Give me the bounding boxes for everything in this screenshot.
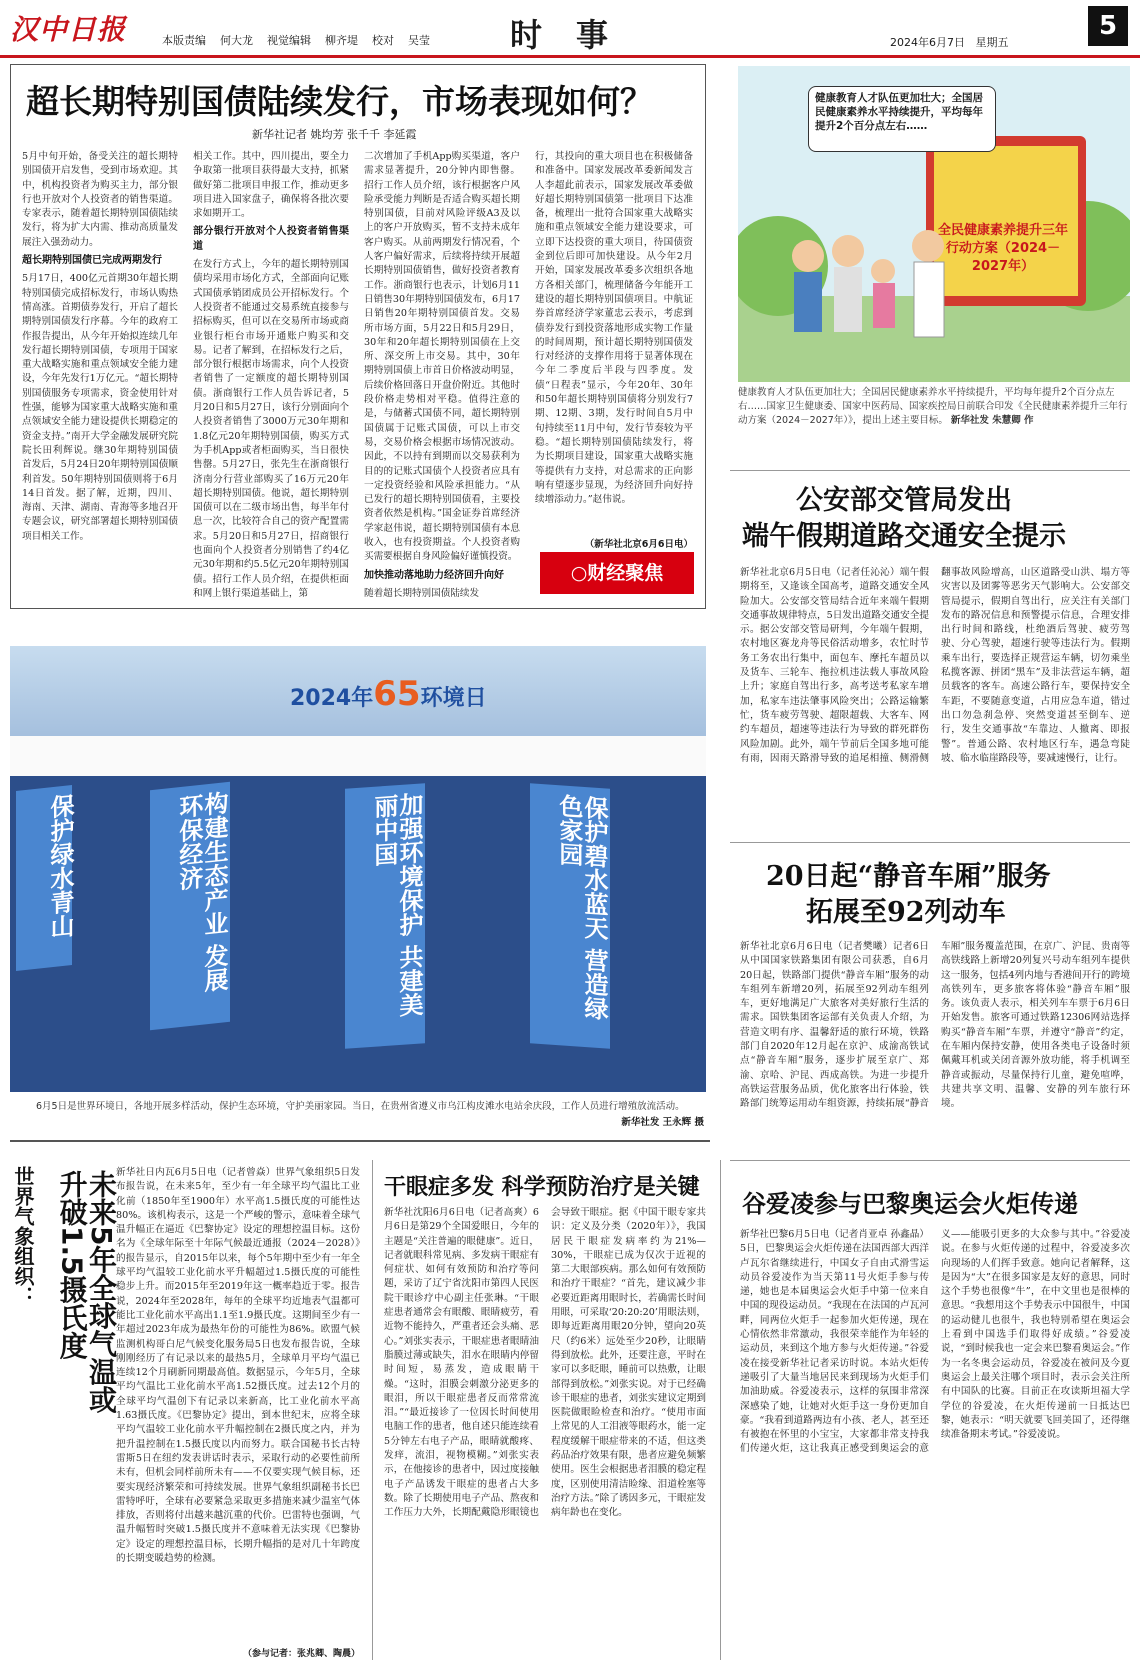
article-bonds-col3 (364, 150, 520, 598)
staff-name-proof: 吴莹 (408, 34, 430, 47)
banner-number: 65 (373, 674, 421, 714)
column-tag (540, 552, 694, 594)
paragraph: 5月17日，400亿元首期30年超长期特别国债完成招标发行，市场认购热情高涨。首期债券发行，开启了超长期特别国债发行序幕。今年的政府工作报告提出，从今年开始拟连续几年发行超长期特别国债，专项用于国家重大战略实施和重点领域安全能力建设，今年先发行1万亿元。“超长期特别国债服务专项需求，资金使用针对性强，能够为国家重大战略实施和重点领域安全能力建设提供长期稳定的资金支持。”南开大学金融发展研究院院长田利辉说。继30年期特别国债首发后，5月24日20年期特别国债顺利首发。50年期特别国债则将于6月14日首发。据了解，近期，四川、海南、天津、湖南、青海等多地召开专题会议，研究部署超长期特别国债项目相关工作。 (22, 273, 178, 542)
subheading: 部分银行开放对个人投资者销售渠道 (193, 226, 349, 252)
article-bonds-title: 超长期特别国债陆续发行，市场表现如何？ (26, 82, 653, 121)
article-bonds-source: （新华社北京6月6日电） (584, 539, 693, 550)
column-tag-label: 财经聚焦 (587, 562, 664, 584)
environment-day-photo (10, 646, 706, 1092)
slogan-banner-1: 保护绿水青山 (16, 785, 72, 971)
paragraph: 在发行方式上，今年的超长期特别国债均采用市场化方式，全部面向记账式国债承销团成员公开招标发行。个人投资者不能通过交易系统直接参与招标购买，但可以在交易所市场或商业银行柜台市场开通账户购买和交易。记者了解到，在招标发行之后，部分银行根据市场需求，向个人投资者销售了一定额度的超长期特别国债。浙商银行工作人员告诉记者，5月20日和5月27日，该行分别面向个人投资者销售了3000万元30年期和1.8亿元20年期特别国债，购买方式为手机App或者柜面购买，当日很快售罄。5月27日，张先生在浙商银行济南分行营业部购买了16万元20年超长期特别国债。他说，超长期特别国债可以在二级市场出售，每半年付息一次，比较符合自己的资产配置需求。5月20日和5月27日，招商银行也面向个人投资者分别销售了约4亿元30年期和约5.5亿元20年期特别国债。招行工作人员介绍，在提供柜面和网上银行渠道基础上，第 (193, 259, 349, 598)
weekday-text: 星期五 (975, 36, 1009, 49)
divider (720, 1160, 721, 1660)
caption-text: 健康教育人才队伍更加壮大；全国居民健康素养水平持续提升，平均每年提升2个百分点左右……国家卫生健康委、国家中医药局、国家疾控局日前联合印发《全民健康素养提升三年行动方案（2024－2027年）》，提出上述主要目标。 (738, 387, 1128, 426)
article-quiet-car-title-line1: 20日起“静音车厢”服务 (766, 861, 1051, 892)
plan-board: 全民健康素养提升三年行动方案（2024－2027年） (938, 223, 1069, 274)
article-climate-title: 未来5年全球气温或升破1.5摄氏度 (55, 1170, 118, 1414)
article-torch-title: 谷爱凌参与巴黎奥运会火炬传递 (742, 1189, 1078, 1218)
paragraph: 新华社日内瓦6月5日电（记者曾焱）世界气象组织5日发布报告说，在未来5年，至少有一年全球平均气温比工业化前（1850年至1900年）水平高1.5摄氏度的可能性达80%。该机构表示，这是一个严峻的警示，意味着全球气温升幅正在逼近《巴黎协定》设定的理想控温目标。这份名为《全球年际至十年际气候最近通报（2024－2028）》的报告显示，自2015年以来，每个5年期中至少有一年全球平均气温较工业化前水平升幅超过1.5摄氏度的可能性稳步上升。而2015年至2019年这一概率趋近于零。报告说，2024年至2028年，每年的全球平均近地表气温都可能比工业化前水平高出1.1至1.9摄氏度。这期间至少有一年超过2023年成为最热年份的可能性为86%。欧盟气候监测机构哥白尼气候变化服务局5日也发布报告说，全球刚刚经历了有记录以来的最热5月，全球单月平均气温已连续12个月刷新同期最高值。数据显示，今年5月，全球平均气温比工业化前水平高1.52摄氏度。过去12个月的全球平均气温创下有记录以来新高，比工业化前水平高1.63摄氏度。《巴黎协定》提出，到本世纪末，应将全球平均气温较工业化前水平升幅控制在2摄氏度之内，并为把升温控制在1.5摄氏度以内而努力。联合国秘书长古特雷斯5日在纽约发表讲话时表示，采取行动的必要性前所未有，但机会同样前所未有——不仅要实现气候目标，还要实现经济繁荣和可持续发展。世界气象组织副秘书长巴雷特呼吁，全球有必要紧急采取更多措施来减少温室气体排放，否则将付出越来越沉重的代价。巴雷特也强调，气温升幅暂时突破1.5摄氏度并不意味着无法实现《巴黎协定》设定的理想控温目标，长期升幅指的是对几十年跨度的长期变暖趋势的检测。 (116, 1167, 360, 1565)
credit-text: 新华社发 朱慧卿 作 (950, 415, 1034, 426)
article-quiet-car-title-line2: 拓展至92列动车 (806, 897, 1006, 928)
paragraph: 二次增加了手机App购买渠道，客户需求显著提升，20分钟内即售罄。招行工作人员介绍，该行根据客户风险承受能力判断是否适合购买超长期特别国债，目前对风险评级A3及以上的客户开放购买，暂不支持未成年客户购买。从前两期发行情况看，个人客户偏好需求，后续将持续开展超长期特别国债销售，做好投资者教育工作。浙商银行也表示，计划6月11日销售30年期特别国债发布，6月17日销售20年期特别国债首发。交易所市场方面，5月22日和5月29日，30年和20年超长期特别国债在上交所、深交所上市交易。其中，30年期特别国债上市首日价格波动明显，后续价格回落日开盘价附近。其他时段价格走势相对平稳。值得注意的是，与储蓄式国债不同，超长期特别国债属于记账式国债，可以上市交易，交易价格会根据市场情况波动。因此，不以持有到期而以交易获利为目的的记账式国债个人投资者应具有一定投资经验和风险承担能力。“从已发行的超长期特别国债看，主要投资者依然是机构。”国金证券首席经济学家赵伟说，超长期特别国债有本息收入，也有投资期益。个人投资者购买需要根据自身风险偏好谨慎投资。 (364, 151, 520, 563)
article-traffic-title-line2: 端午假期道路交通安全提示 (742, 521, 1066, 552)
newspaper-logo: 汉中日报 (10, 13, 127, 46)
paragraph: 随着超长期特别国债陆续发 (364, 587, 480, 598)
article-bonds-col4 (535, 150, 693, 532)
subheading: 超长期特别国债已完成两期发行 (22, 255, 162, 267)
date-text: 2024年6月7日 (890, 36, 965, 49)
staff-label-visual: 视觉编辑 (267, 34, 311, 47)
slogan-banner-4: 保护碧水蓝天 营造绿色家园 (530, 783, 610, 1049)
paragraph: 5月中旬开始，备受关注的超长期特别国债开启发售，受到市场欢迎。其中，机构投资者为购买主力，部分银行也开放对个人投资者的销售渠道。专家表示，随着超长期特别国债陆续发行，将为扩大内需、推动高质量发展注入强劲动力。 (22, 151, 178, 248)
staff-label-proof: 校对 (372, 34, 394, 47)
article-climate-kicker: 世界气象组织： (11, 1166, 35, 1306)
page-number: 5 (1088, 6, 1128, 46)
subheading: 加快推动落地助力经济回升向好 (364, 569, 504, 581)
staff-name-editor: 何大龙 (220, 34, 253, 47)
banner-end: 环境日 (420, 686, 487, 711)
article-climate-source: （参与记者：张兆卿、陶晨） (242, 1649, 360, 1659)
caption-text: 6月5日是世界环境日，各地开展多样活动，保护生态环境，守护美丽家园。当日，在贵州省遵义市乌江构皮滩水电站余庆段，工作人员进行增殖放流活动。 (36, 1101, 685, 1112)
slogan-banner-2: 构建生态产业 发展环保经济 (150, 782, 230, 1030)
article-climate-body (116, 1166, 360, 1648)
article-bonds-col2 (193, 150, 349, 598)
people-row (10, 736, 706, 776)
article-traffic-title-line1: 公安部交管局发出 (796, 485, 1012, 516)
banner-year: 2024年 (290, 686, 374, 711)
article-traffic-body: 新华社北京6月5日电（记者任沁沁）端午假期将至，又逢该全国高考，道路交通安全风险加大。公安部交管局结合近年来端午假期交通事故规律特点，5日发出道路交通安全提示。据公安部交管局研判，今年端午假期，农村地区赛龙舟等民俗活动增多，农忙时节务工务农出行集中，面包车、摩托车超员以及货车、三轮车、拖拉机违法载人事故风险上升；家庭自驾出行多，高考送考私家车增加，私家车违法肇事风险突出；公路运输繁忙，货车疲劳驾驶、超限超载、大客车、网约车超员，超速等违法行为导致的群死群伤风险加剧。此外，端午节前后全国多地可能有雨，因雨天路滑导致的追尾相撞、侧滑侧翻事故风险增高，山区道路受山洪、塌方等灾害以及团雾等恶劣天气影响大。公安部交管局提示，假期自驾出行，应关注有关部门发布的路况信息和预警提示信息，合理安排出行时间和路线，杜绝酒后驾驶、疲劳驾驶、分心驾驶，超速行驶等违法行为。假期乘车出行，要选择正规营运车辆，切勿乘坐私揽客源、拼团“黑车”及非法营运车辆，超员载客的客车。高速公路行车，要保持安全车距，不要随意变道，占用应急车道，错过出口勿急刹急停、突然变道甚至倒车、逆行，发生交通事故“车靠边、人撤离、即报警”。普通公路、农村地区行车，遇急弯陡坡、临水临崖路段等，要减速慢行，让行。 (740, 567, 1130, 764)
photo-banner (290, 674, 487, 714)
staff-credits (162, 32, 444, 48)
paragraph: 行，其投向的重大项目也在积极储备和准备中。国家发展改革委新闻发言人李超此前表示，国家发展改革委做好超长期特别国债第一批项目下达准备，梳理出一批符合国家重大战略实施和重点领域安全能力建设要求，可立即下达投资的重大项目，待国债资金到位后即可加快建设。从今年2月开始，国家发展改革委多次组织各地方各相关部门，梳理储备今年能开工建设的超长期特别国债项目。中航证券首席经济学家董忠云表示，考虑到债券发行到投资落地形成实物工作量的时间周期，预计超长期特别国债发行对经济的支撑作用将于显著体现在今年二季度后半段与四季度。发债“日程表”显示，今年20年、30年和50年超长期特别国债将分别发行7期、12期、3期，发行时间自5月中旬持续至11月中旬，发行节奏较为平稳。“超长期特别国债陆续发行，将为长期项目建设，国家重大战略实施等提供有力支持，对总需求的正向影响有望逐步显现，为经济回升向好持续增添动力。”赵伟说。 (535, 151, 693, 506)
article-bonds-col1 (22, 150, 178, 598)
divider (730, 842, 1130, 843)
article-bonds-byline: 新华社记者 姚均芳 张千千 李延霞 (252, 128, 417, 141)
speech-bubble: 健康教育人才队伍更加壮大；全国居民健康素养水平持续提升，平均每年提升2个百分点左右…… (808, 86, 996, 152)
article-dry-eye-title: 干眼症多发 科学预防治疗是关键 (384, 1174, 700, 1200)
issue-date (890, 34, 1009, 50)
paragraph: 相关工作。其中，四川提出，要全力争取第一批项目获得最大支持，抓紧做好第二批项目申报工作，推动更多项目进入国家盘子，确保将各批次要求如期开工。 (193, 151, 349, 220)
divider (730, 470, 1130, 471)
staff-name-visual: 柳齐堤 (325, 34, 358, 47)
article-dry-eye-body: 新华社沈阳6月6日电（记者高爽）6月6日是第29个全国爱眼日，今年的主题是“关注普遍的眼健康”。近日，记者就眼科常见病、多发病干眼症有何症状、如何有效预防和治疗等问题，采访了辽宁省沈阳市第四人民医院干眼诊疗中心副主任张琳。“干眼症患者通常会有眼酸、眼睛疲劳，看近物不能持久，严重者还会头痛、恶心。”刘张实表示，干眼症患者眼睛油脂膜过薄或缺失，泪水在眼睛内停留时间短，易蒸发，造成眼睛干燥。“这时，泪膜会刺激分泌更多的眼泪，所以干眼症患者反而常常流泪。”“最近接诊了一位因长时间使用电脑工作的患者，他自述只能连续看5分钟左右电子产品，眼睛就酸疼、发痒，流泪，视物模糊。”刘张实表示，在他接诊的患者中，因过度接触电子产品诱发干眼症的患者占大多数。除了长期使用电子产品、熬夜和工作压力大外，长期配戴隐形眼镜也会导致干眼症。据《中国干眼专家共识：定义及分类（2020年）》，我国居民干眼症发病率约为21%—30%，干眼症已成为仅次于近视的第二大眼部疾病。那么如何有效预防和治疗干眼症？“首先，建议减少非必要近距离用眼时长，若确需长时间用眼，可采取‘20:20:20’用眼法则，即每近距离用眼20分钟，望向20英尺（约6米）远处至少20秒，让眼睛得到放松。此外，还要注意，平时在家可以多眨眼，睡前可以热敷，让眼部得到放松。”刘张实说。对于已经确诊干眼症的患者，刘张实建议定期到医院做眼睑检查和治疗。“使用市面上常见的人工泪液等眼药水，能一定程度缓解干眼症带来的不适，但这类药品治疗效果有限，患者应避免频繁使用。医生会根据患者泪膜的稳定程度，区别使用清洁睑缘、泪道栓塞等治疗方法。”除了诱因多元，干眼症发病年龄也在变化。 (384, 1207, 706, 1519)
divider (10, 1140, 710, 1142)
staff-label-editor: 本版责编 (162, 34, 206, 47)
slogan-banner-3: 加强环境保护 共建美丽中国 (345, 783, 425, 1049)
illustration-caption (738, 386, 1130, 432)
divider (730, 1160, 1130, 1161)
article-torch-body: 新华社巴黎6月5日电（记者肖亚卓 孙鑫晶）5日，巴黎奥运会火炬传递在法国西部大西洋卢瓦尔省继续进行，中国女子自由式滑雪运动员谷爱凌作为当天第11号火炬手参与传递，她也是本届奥运会火炬手中第一位来自中国的现役运动员。“我现在在法国的卢瓦河畔，同两位火炬手一起参加火炬传递，现在心情依然非常激动，我很荣幸能作为年轻的运动员，来到这个地方参与火炬传递。”谷爱凌在接受新华社记者采访时说。本站火炬传递吸引了大量当地居民来到现场为火炬手们加油助威。谷爱凌表示，这样的氛围非常深深感染了她，让她对火炬手这一身份更加自豪。“我看到道路两边有小孩、老人，甚至还有被抱在怀里的小宝宝，大家都非常支持我们传递火炬，这让我真正感受到奥运会的意义——能吸引更多的大众参与其中。”谷爱凌说。在参与火炬传递的过程中，谷爱凌多次向现场的人们挥手致意。她向记者解释，这是因为“大”在很多国家是友好的意思，同时这个手势也很像“牛”，在中文里也是很棒的意思。“我想用这个手势表示中国很牛，中国的运动健儿也很牛，我也特别希望在奥运会上看到中国选手们取得好成绩。”谷爱凌说，“到时候我也一定会来巴黎看奥运会。”作为一名冬奥会运动员，谷爱凌在被问及今夏奥运会上最关注哪个项目时，表示会关注所有中国队的比赛。目前正在攻读斯坦福大学学位的谷爱凌，在火炬传递前一日抵达巴黎，她表示：“明天就要飞回美国了，还得继续准备期末考试。”谷爱凌说。 (740, 1229, 1130, 1455)
circle-icon: ○ (570, 562, 588, 584)
article-quiet-car-body: 新华社北京6月6日电（记者樊曦）记者6日从中国国家铁路集团有限公司获悉，自6月20日起，铁路部门提供“静音车厢”服务的动车组列车新增20列，拓展至92列动车组列车，更好地满足广大旅客对美好旅行生活的需求。国铁集团客运部有关负责人介绍，为营造文明有序、温馨舒适的旅行环境，铁路部门自2020年12月起在京沪、成渝高铁试点“静音车厢”服务，逐步扩展至京广、郑渝、京哈、沪昆、西成高铁。为进一步提升高铁运营服务品质，优化旅客出行体验，铁路部门统筹运用动车组资源，持续拓展“静音车厢”服务覆盖范围，在京广、沪昆、贵南等高铁线路上新增20列复兴号动车组列车提供这一服务，包括4列内地与香港间开行的跨境高铁列车，更多旅客将体验“静音车厢”服务。该负责人表示，相关列车车票于6月6日开始发售。旅客可通过铁路12306网站选择购买“静音车厢”车票，并遵守“静音”约定，在车厢内保持安静，使用各类电子设备时须佩戴耳机或关闭音源外放功能，将手机调至静音或振动，尽量保持行儿童，避免喧哗，共建共享文明、温馨、安静的列车旅行环境。 (740, 941, 1130, 1110)
section-title: 时事 (510, 16, 643, 54)
divider (372, 1160, 373, 1660)
photo-credit: 新华社发 王永辉 摄 (621, 1117, 704, 1128)
